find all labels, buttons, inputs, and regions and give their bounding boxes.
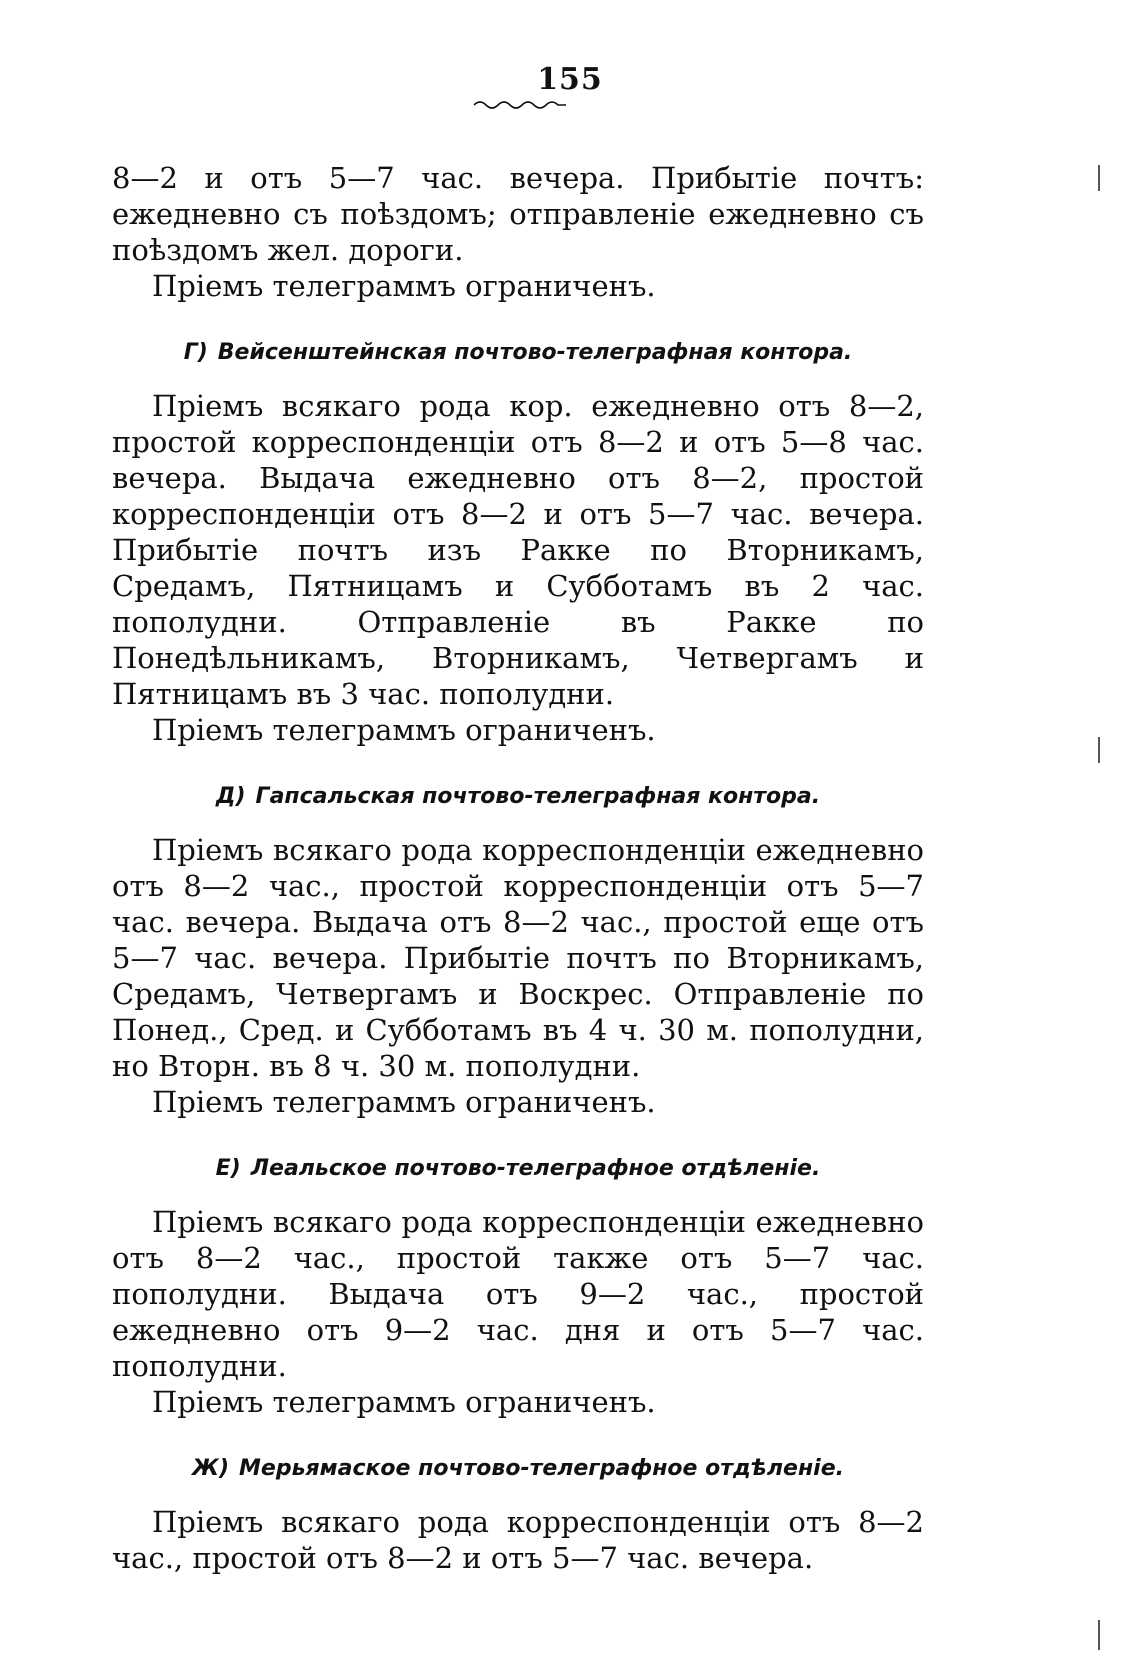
margin-mark: [1098, 737, 1100, 763]
page-number: 155: [537, 62, 603, 97]
section-heading-e: [112, 1154, 924, 1184]
intro-telegram-note: Пріемъ телеграммъ ограниченъ.: [152, 269, 656, 303]
page-body: [112, 160, 924, 1576]
section-heading-zh: [112, 1454, 924, 1484]
section-paragraph: Пріемъ всякаго рода корреспонденціи отъ 8—2 час., простой отъ 8—2 и отъ 5—7 час. вечера.: [112, 1505, 924, 1575]
page-number-ornament: [472, 97, 568, 111]
section-letter: Е): [215, 1156, 241, 1181]
section-title: Гапсальская почтово-телеграфная контора.: [255, 784, 821, 809]
margin-mark: [1098, 1620, 1100, 1650]
margin-mark: [1098, 165, 1100, 191]
section-telegram-note: Пріемъ телеграммъ ограниченъ.: [152, 1385, 656, 1419]
section-letter: Ж): [192, 1456, 230, 1481]
section-telegram-note: Пріемъ телеграммъ ограниченъ.: [152, 1085, 656, 1119]
section-heading-d: [112, 782, 924, 812]
section-letter: Д): [215, 784, 246, 809]
section-telegram-note: Пріемъ телеграммъ ограниченъ.: [152, 713, 656, 747]
section-paragraph: Пріемъ всякаго рода кор. ежедневно отъ 8—2, простой корреспонденціи отъ 8—2 и отъ 5—8 час. вечера. Выдача ежедневно отъ 8—2, простой корреспонденціи отъ 8—2 и отъ 5—7 час. вечера. Прибытіе почтъ изъ Ракке по Вторникамъ, Средамъ, Пятницамъ и Субботамъ въ 2 час. пополудни. Отправленіе въ Ракке по Понедѣльникамъ, Вторникамъ, Четвергамъ и Пятницамъ въ 3 час. пополудни.: [112, 389, 924, 711]
section-paragraph: Пріемъ всякаго рода корреспонденціи ежедневно отъ 8—2 час., простой корреспонденціи отъ 5—7 час. вечера. Выдача отъ 8—2 час., простой еще отъ 5—7 час. вечера. Прибытіе почтъ по Вторникамъ, Средамъ, Четвергамъ и Воскрес. Отправленіе по Понед., Сред. и Субботамъ въ 4 ч. 30 м. пополудни, но Вторн. въ 8 ч. 30 м. пополудни.: [112, 833, 924, 1083]
section-letter: Г): [183, 340, 208, 365]
section-paragraph: Пріемъ всякаго рода корреспонденціи ежедневно отъ 8—2 час., простой также отъ 5—7 час. пополудни. Выдача отъ 9—2 час., простой ежедневно отъ 9—2 час. дня и отъ 5—7 час. пополудни.: [112, 1205, 924, 1383]
section-title: Мерьямаское почтово-телеграфное отдѣленіе.: [239, 1456, 844, 1481]
intro-paragraph: 8—2 и отъ 5—7 час. вечера. Прибытіе почтъ: ежедневно съ поѣздомъ; отправленіе ежедневно съ поѣздомъ жел. дороги.: [112, 161, 924, 267]
section-title: Вейсенштейнская почтово-телеграфная контора.: [217, 340, 853, 365]
section-title: Леальское почтово-телеграфное отдѣленіе.: [250, 1156, 821, 1181]
section-heading-g: [112, 338, 924, 368]
